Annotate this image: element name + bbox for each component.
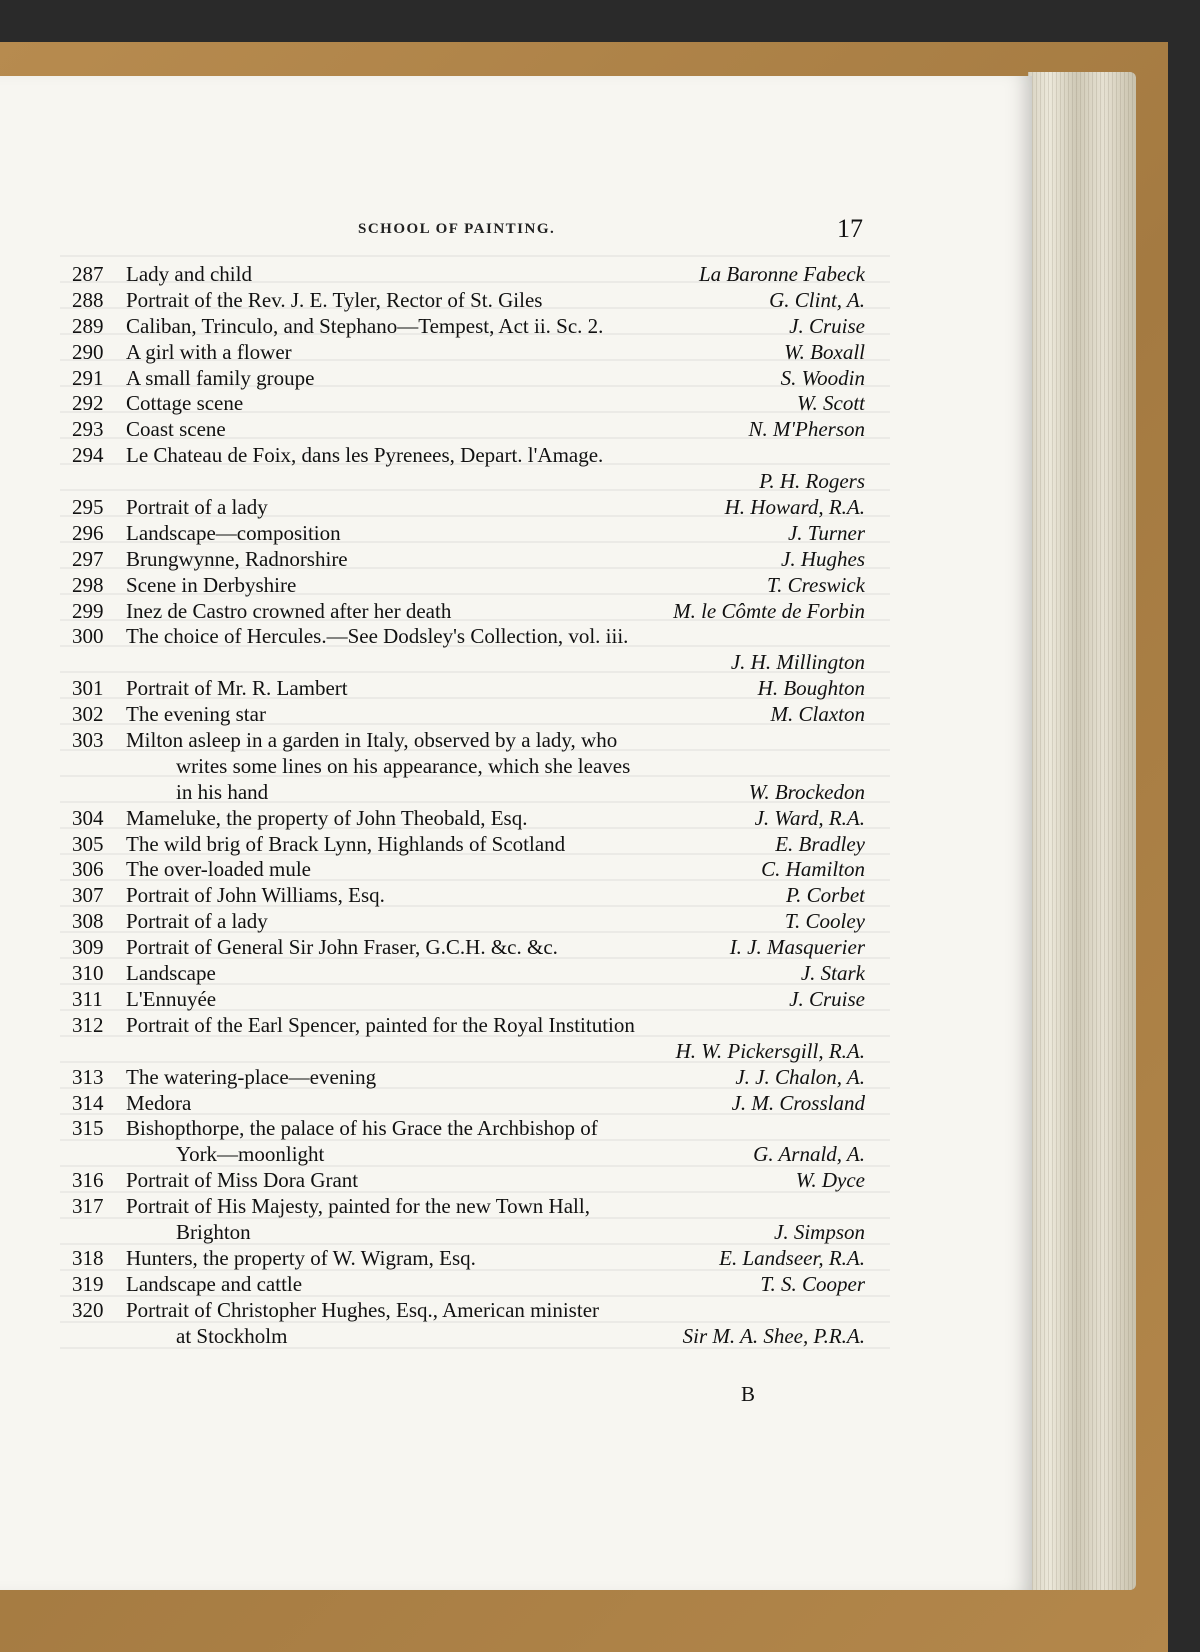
entry-title-continued: in his hand [176,779,269,804]
catalogue-entry [72,366,865,392]
entry-title: Mameluke, the property of John Theobald, Esq. [126,805,528,830]
entry-title: Caliban, Trinculo, and Stephano—Tempest, Act ii. Sc. 2. [126,313,604,338]
entry-first-line [72,1091,865,1117]
catalogue-entry [72,521,865,547]
entry-first-line [72,728,865,754]
entry-title: A girl with a flower [126,339,292,364]
catalogue-entry [72,806,865,832]
entry-title: Inez de Castro crowned after her death [126,598,452,623]
entry-number: 311 [72,986,103,1011]
entry-artist: H. Boughton [757,676,865,701]
catalogue-entry [72,1091,865,1117]
catalogue-entry [72,1246,865,1272]
entry-number: 319 [72,1271,104,1296]
entry-artist: W. Dyce [795,1168,865,1193]
entry-continuation-line [72,1324,865,1350]
entry-title: Portrait of Mr. R. Lambert [126,676,348,701]
entry-first-line [72,702,865,728]
entry-number: 318 [72,1245,104,1270]
entry-number: 291 [72,365,104,390]
entry-number: 303 [72,728,104,753]
entry-artist: J. Cruise [789,313,865,338]
entry-title-continued: York—moonlight [176,1142,325,1167]
entry-artist: J. H. Millington [730,650,865,675]
entry-title: Coast scene [126,417,226,442]
entry-first-line [72,366,865,392]
catalogue-entry [72,391,865,417]
entry-title-continued: Brighton [176,1219,251,1244]
entry-artist: G. Clint, A. [769,287,865,312]
entry-title-continued: at Stockholm [176,1323,288,1348]
entry-artist: P. Corbet [786,883,865,908]
entry-first-line [72,857,865,883]
catalogue-entry [72,340,865,366]
entry-artist: T. S. Cooper [760,1271,865,1296]
entry-title: Portrait of a lady [126,495,268,520]
catalogue-entry [72,314,865,340]
entry-title: Portrait of His Majesty, painted for the new Town Hall, [126,1194,590,1219]
entry-number: 300 [72,624,104,649]
catalogue-entry [72,624,865,676]
entry-number: 308 [72,909,104,934]
entry-number: 315 [72,1116,104,1141]
entry-artist: J. Turner [787,520,865,545]
entry-number: 293 [72,417,104,442]
entry-title: Portrait of Miss Dora Grant [126,1168,359,1193]
entry-artist: Sir M. A. Shee, P.R.A. [682,1323,865,1348]
entry-title: Milton asleep in a garden in Italy, observed by a lady, who [126,728,618,753]
page-fore-edge [1028,72,1136,1590]
entry-first-line [72,573,865,599]
entry-title: Landscape and cattle [126,1271,303,1296]
entry-first-line [72,547,865,573]
entry-title: Hunters, the property of W. Wigram, Esq. [126,1245,476,1270]
entry-title: Landscape [126,961,216,986]
entry-title: The choice of Hercules.—See Dodsley's Collection, vol. iii. [126,624,629,649]
catalogue-entry [72,832,865,858]
catalogue-entry [72,443,865,495]
entry-artist: W. Scott [796,391,865,416]
catalogue-entry [72,547,865,573]
entry-first-line [72,443,865,469]
catalogue-entry [72,857,865,883]
entry-title-continued: writes some lines on his appearance, which she leaves [176,753,631,778]
entry-continuation-line [72,780,865,806]
entry-artist: S. Woodin [780,365,865,390]
entry-number: 320 [72,1297,104,1322]
entry-artist: E. Landseer, R.A. [719,1245,865,1270]
entry-title: A small family groupe [126,365,315,390]
entry-title: Medora [126,1090,192,1115]
entry-artist: J. J. Chalon, A. [735,1064,865,1089]
entry-number: 299 [72,598,104,623]
entry-title: Scene in Derbyshire [126,572,297,597]
entry-first-line [72,314,865,340]
entry-number: 288 [72,287,104,312]
entry-first-line [72,495,865,521]
entry-number: 302 [72,702,104,727]
catalogue-entry [72,1194,865,1246]
catalogue-entry [72,288,865,314]
entry-title: Brungwynne, Radnorshire [126,546,348,571]
catalogue-entry [72,1065,865,1091]
entry-number: 307 [72,883,104,908]
entry-number: 313 [72,1064,104,1089]
catalogue-entries [72,262,865,1349]
catalogue-entry [72,1116,865,1168]
entry-first-line [72,288,865,314]
entry-number: 310 [72,961,104,986]
entry-first-line [72,1168,865,1194]
catalogue-entry [72,987,865,1013]
entry-first-line [72,676,865,702]
entry-first-line [72,806,865,832]
entry-first-line [72,1116,865,1142]
entry-first-line [72,1298,865,1324]
entry-first-line [72,1246,865,1272]
catalogue-entry [72,728,865,806]
catalogue-entry [72,909,865,935]
entry-artist: P. H. Rogers [759,469,865,494]
entry-title: Portrait of General Sir John Fraser, G.C.H. &c. &c. [126,935,558,960]
entry-first-line [72,1194,865,1220]
entry-number: 287 [72,262,104,286]
catalogue-entry [72,935,865,961]
entry-artist: J. M. Crossland [731,1090,865,1115]
running-head: SCHOOL OF PAINTING. [358,221,556,237]
entry-artist: J. Ward, R.A. [754,805,865,830]
entry-title: Landscape—composition [126,520,341,545]
entry-continuation-line [72,1142,865,1168]
entry-number: 294 [72,443,104,468]
entry-first-line [72,832,865,858]
entry-number: 297 [72,546,104,571]
entry-first-line [72,391,865,417]
entry-number: 295 [72,495,104,520]
catalogue-entry [72,573,865,599]
entry-continuation-line [72,1220,865,1246]
entry-artist: J. Hughes [781,546,865,571]
catalogue-entry [72,417,865,443]
entry-title: The evening star [126,702,266,727]
entry-artist: W. Brockedon [748,779,865,804]
entry-artist: C. Hamilton [761,857,865,882]
entry-number: 298 [72,572,104,597]
entry-title: Le Chateau de Foix, dans les Pyrenees, Depart. l'Amage. [126,443,604,468]
entry-number: 312 [72,1012,104,1037]
entry-artist: J. Cruise [789,986,865,1011]
catalogue-entry [72,599,865,625]
entry-artist: T. Creswick [767,572,865,597]
entry-artist: N. M'Pherson [748,417,865,442]
entry-first-line [72,961,865,987]
entry-artist: E. Bradley [775,831,865,856]
entry-title: Portrait of John Williams, Esq. [126,883,385,908]
entry-artist: M. Claxton [770,702,865,727]
entry-continuation-line [72,754,865,780]
entry-first-line [72,1013,865,1039]
entry-number: 292 [72,391,104,416]
entry-number: 301 [72,676,104,701]
entry-first-line [72,883,865,909]
entry-number: 290 [72,339,104,364]
catalogue-entry [72,883,865,909]
entry-first-line [72,340,865,366]
entry-title: Portrait of the Rev. J. E. Tyler, Rector of St. Giles [126,287,543,312]
entry-first-line [72,262,865,288]
entry-first-line [72,909,865,935]
entry-number: 317 [72,1194,104,1219]
entry-title: The wild brig of Brack Lynn, Highlands of Scotland [126,831,566,856]
entry-title: Bishopthorpe, the palace of his Grace the Archbishop of [126,1116,598,1141]
entry-artist: H. W. Pickersgill, R.A. [675,1038,865,1063]
entry-title: Lady and child [126,262,252,286]
catalogue-entry [72,1168,865,1194]
entry-first-line [72,1272,865,1298]
entry-first-line [72,521,865,547]
entry-number: 305 [72,831,104,856]
catalogue-entry [72,495,865,521]
entry-number: 314 [72,1090,104,1115]
entry-first-line [72,935,865,961]
entry-number: 309 [72,935,104,960]
entry-number: 296 [72,520,104,545]
entry-number: 316 [72,1168,104,1193]
page-number: 17 [837,214,863,243]
entry-first-line [72,599,865,625]
entry-artist: T. Cooley [784,909,865,934]
entry-title: Portrait of Christopher Hughes, Esq., American minister [126,1297,600,1322]
entry-artist: J. Simpson [774,1219,865,1244]
entry-title: The watering-place—evening [126,1064,377,1089]
entry-title: Cottage scene [126,391,244,416]
entry-first-line [72,417,865,443]
entry-first-line [72,1065,865,1091]
entry-artist: G. Arnald, A. [753,1142,865,1167]
entry-artist: I. J. Masquerier [729,935,865,960]
entry-artist: J. Stark [800,961,865,986]
entry-number: 304 [72,805,104,830]
entry-number: 289 [72,313,104,338]
entry-first-line [72,624,865,650]
entry-artist: W. Boxall [784,339,865,364]
entry-number: 306 [72,857,104,882]
entry-title: L'Ennuyée [126,986,217,1011]
entry-artist: La Baronne Fabeck [698,262,865,286]
catalogue-entry [72,676,865,702]
catalogue-entry [72,1272,865,1298]
entry-artist: M. le Cômte de Forbin [673,598,865,623]
catalogue-entry [72,702,865,728]
entry-title: Portrait of a lady [126,909,268,934]
signature-mark: B [741,1382,756,1406]
catalogue-entry [72,1013,865,1065]
entry-artist: H. Howard, R.A. [724,495,865,520]
catalogue-entry [72,262,865,288]
entry-first-line [72,987,865,1013]
catalogue-entry [72,1298,865,1350]
entry-title: The over-loaded mule [126,857,312,882]
catalogue-entry [72,961,865,987]
entry-title: Portrait of the Earl Spencer, painted for the Royal Institution [126,1012,635,1037]
